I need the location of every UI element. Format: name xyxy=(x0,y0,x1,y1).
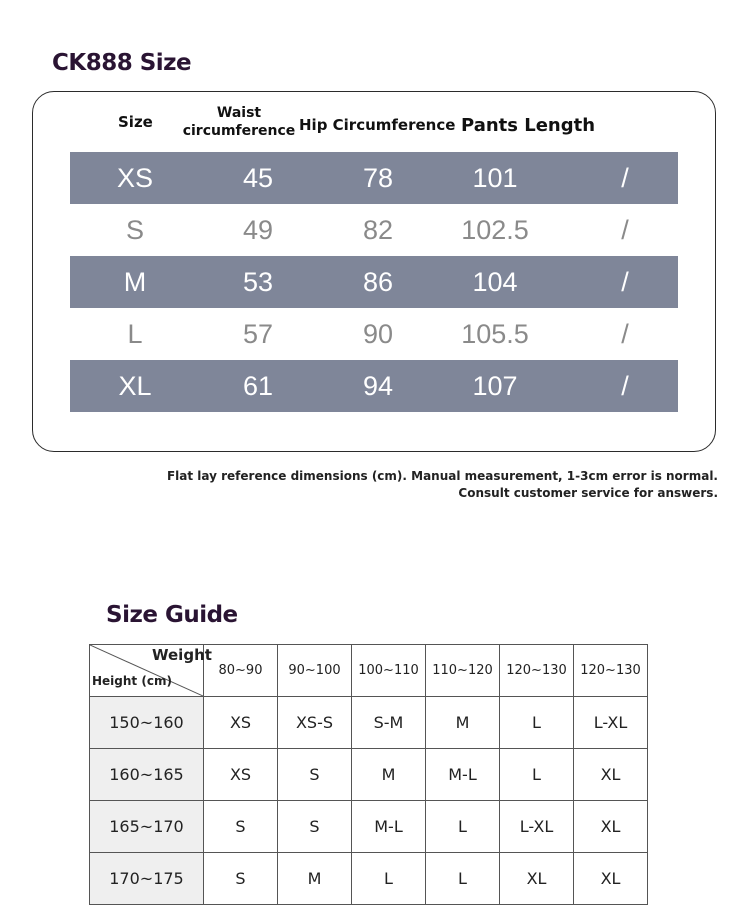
table-row xyxy=(70,152,678,204)
table-row xyxy=(90,749,648,801)
cell-hip: 94 xyxy=(362,371,394,401)
size-cell: XL xyxy=(500,853,574,905)
size-cell: L-XL xyxy=(500,801,574,853)
height-header: 170~175 xyxy=(90,853,204,905)
size-cell: S xyxy=(278,801,352,853)
cell-size: XL xyxy=(118,371,152,401)
size-cell: M-L xyxy=(352,801,426,853)
size-cell: XS xyxy=(204,749,278,801)
cell-waist: 57 xyxy=(242,319,274,349)
size-cell: XL xyxy=(574,749,648,801)
cell-size: M xyxy=(123,267,147,297)
header-size: Size xyxy=(118,113,153,131)
size-cell: L-XL xyxy=(574,697,648,749)
table-row xyxy=(70,204,678,256)
cell-hip: 86 xyxy=(362,267,394,297)
size-cell: XS xyxy=(204,697,278,749)
size-cell: M-L xyxy=(426,749,500,801)
cell-size: S xyxy=(125,215,144,245)
cell-extra: / xyxy=(621,319,629,349)
weight-header: 120~130 xyxy=(574,645,648,697)
table-row xyxy=(90,801,648,853)
size-cell: L xyxy=(426,801,500,853)
cell-hip: 90 xyxy=(362,319,394,349)
size-cell: S-M xyxy=(352,697,426,749)
cell-extra: / xyxy=(621,267,629,297)
size-cell: L xyxy=(500,697,574,749)
size-cell: XL xyxy=(574,853,648,905)
cell-waist: 61 xyxy=(242,371,274,401)
header-waist-line2: circumference xyxy=(182,123,296,139)
size-cell: S xyxy=(204,853,278,905)
size-chart-rows xyxy=(70,152,678,412)
cell-length: 104 xyxy=(472,267,518,297)
measurement-note: Flat lay reference dimensions (cm). Manual measurement, 1-3cm error is normal. xyxy=(166,469,718,483)
header-waist xyxy=(182,104,296,140)
cell-waist: 49 xyxy=(242,215,274,245)
size-chart-title: CK888 Size xyxy=(52,50,192,76)
size-guide-title: Size Guide xyxy=(106,602,238,628)
cell-hip: 78 xyxy=(362,163,394,193)
header-pants-length: Pants Length xyxy=(461,115,596,136)
table-row xyxy=(90,853,648,905)
cell-extra: / xyxy=(621,215,629,245)
customer-service-note: Consult customer service for answers. xyxy=(458,486,718,500)
size-cell: M xyxy=(426,697,500,749)
cell-waist: 45 xyxy=(242,163,274,193)
size-cell: L xyxy=(352,853,426,905)
cell-length: 105.5 xyxy=(461,319,529,349)
size-cell: XL xyxy=(574,801,648,853)
size-cell: L xyxy=(500,749,574,801)
cell-extra: / xyxy=(621,163,629,193)
cell-waist: 53 xyxy=(242,267,274,297)
table-row xyxy=(70,256,678,308)
height-header: 165~170 xyxy=(90,801,204,853)
size-cell: S xyxy=(204,801,278,853)
size-cell: XS-S xyxy=(278,697,352,749)
weight-header: 110~120 xyxy=(426,645,500,697)
cell-length: 101 xyxy=(472,163,518,193)
size-cell: L xyxy=(426,853,500,905)
size-cell: M xyxy=(352,749,426,801)
corner-cell xyxy=(90,645,212,697)
height-header: 160~165 xyxy=(90,749,204,801)
cell-extra: / xyxy=(621,371,629,401)
header-waist-line1: Waist xyxy=(216,105,262,121)
weight-header: 90~100 xyxy=(278,645,352,697)
header-hip: Hip Circumference xyxy=(299,116,456,134)
cell-hip: 82 xyxy=(362,215,394,245)
weight-header: 120~130 xyxy=(500,645,574,697)
corner-weight-label: Weight xyxy=(152,646,212,664)
size-cell: M xyxy=(278,853,352,905)
size-cell: S xyxy=(278,749,352,801)
height-header: 150~160 xyxy=(90,697,204,749)
cell-length: 107 xyxy=(472,371,518,401)
corner-height-label: Height (cm) xyxy=(92,674,172,688)
size-guide-table xyxy=(89,644,648,905)
cell-length: 102.5 xyxy=(461,215,529,245)
weight-header: 80~90 xyxy=(204,645,278,697)
table-row xyxy=(70,308,678,360)
cell-size: L xyxy=(127,319,143,349)
weight-header: 100~110 xyxy=(352,645,426,697)
size-guide-header-row xyxy=(90,645,648,697)
table-row xyxy=(70,360,678,412)
cell-size: XS xyxy=(116,163,154,193)
table-row xyxy=(90,697,648,749)
